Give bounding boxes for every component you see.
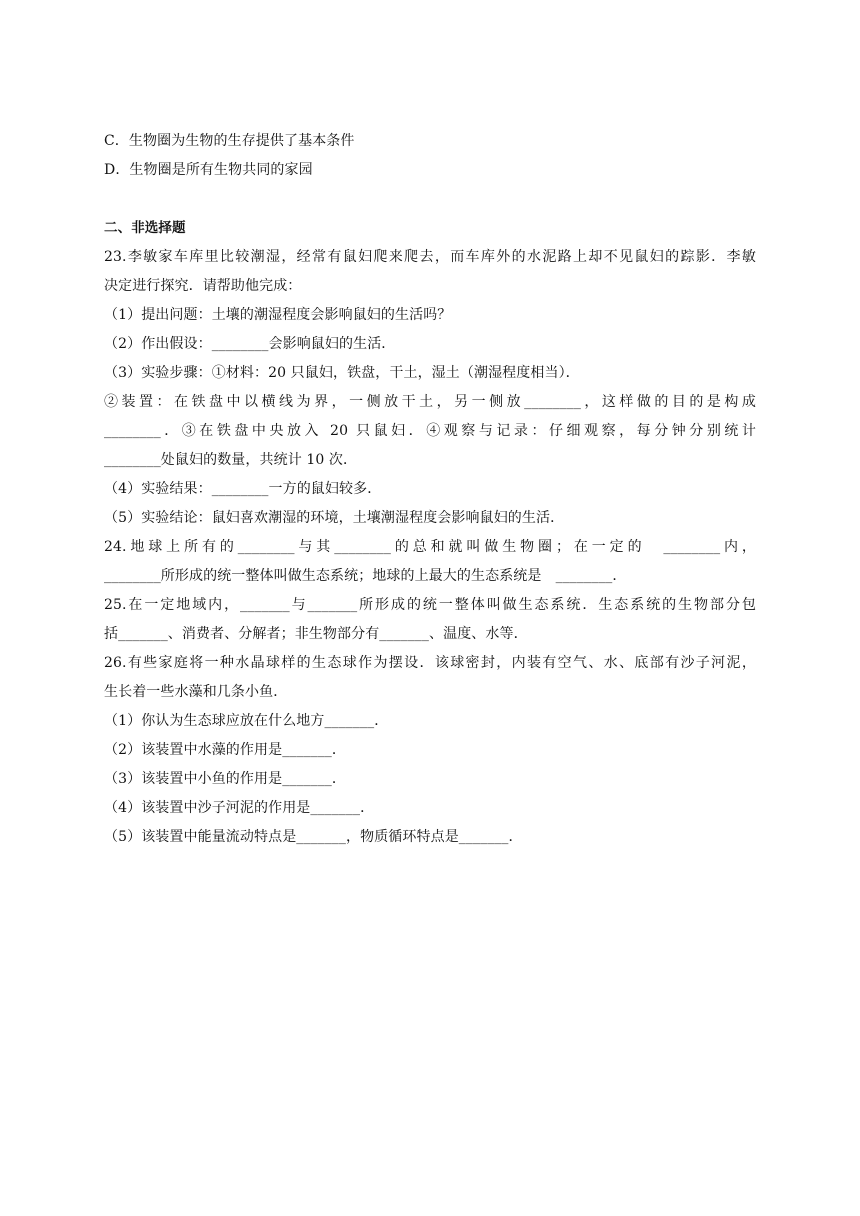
q23-line-1: 23.李敏家车库里比较潮湿，经常有鼠妇爬来爬去，而车库外的水泥路上却不见鼠妇的踪影．李敏 <box>104 249 756 265</box>
q23-line-4: （2）作出假设：________会影响鼠妇的生活． <box>104 336 396 352</box>
q26-line-5: （3）该装置中小鱼的作用是_______． <box>104 771 347 787</box>
q25-line-1: 25.在一定地域内，_______与_______所形成的统一整体叫做生态系统．生态系统的生物部分包 <box>104 597 756 613</box>
q25-line-2: 括_______、消费者、分解者；非生物部分有_______、温度、水等． <box>104 626 528 642</box>
q24-line-2: ________所形成的统一整体叫做生态系统；地球的上最大的生态系统是 ________． <box>104 568 627 584</box>
q23-line-6: ②装置：在铁盘中以横线为界，一侧放干土，另一侧放________，这样做的目的是构成 <box>104 394 756 410</box>
q23-line-5: （3）实验步骤：①材料：20 只鼠妇，铁盘，干土，湿土（潮湿程度相当）． <box>104 365 580 381</box>
q26-line-6: （4）该装置中沙子河泥的作用是_______． <box>104 800 375 816</box>
q23-line-10: （5）实验结论：鼠妇喜欢潮湿的环境，土壤潮湿程度会影响鼠妇的生活． <box>104 510 565 526</box>
q26-line-1: 26.有些家庭将一种水晶球样的生态球作为摆设．该球密封，内装有空气、水、底部有沙子河泥， <box>104 655 756 671</box>
q26-line-3: （1）你认为生态球应放在什么地方_______． <box>104 713 389 729</box>
q23-line-2: 决定进行探究．请帮助他完成： <box>104 278 302 294</box>
section-title: 二、非选择题 <box>104 220 186 236</box>
q23-line-7: ________．③在铁盘中央放入 20 只鼠妇．④观察与记录：仔细观察，每分钟分别统计 <box>104 423 756 439</box>
q23-line-3: （1）提出问题：土壤的潮湿程度会影响鼠妇的生活吗？ <box>104 307 452 323</box>
q26-line-2: 生长着一些水藻和几条小鱼． <box>104 684 288 700</box>
option-c: C．生物圈为生物的生存提供了基本条件 <box>104 133 355 149</box>
q23-line-9: （4）实验结果：________一方的鼠妇较多． <box>104 481 382 497</box>
q24-line-1: 24.地球上所有的________与其________的总和就叫做生物圈；在一定的 ________内， <box>104 539 756 555</box>
q23-line-8: ________处鼠妇的数量，共统计 10 次． <box>104 452 358 468</box>
q26-line-7: （5）该装置中能量流动特点是_______，物质循环特点是_______． <box>104 829 523 845</box>
option-d: D．生物圈是所有生物共同的家园 <box>104 162 313 178</box>
q26-line-4: （2）该装置中水藻的作用是_______． <box>104 742 347 758</box>
